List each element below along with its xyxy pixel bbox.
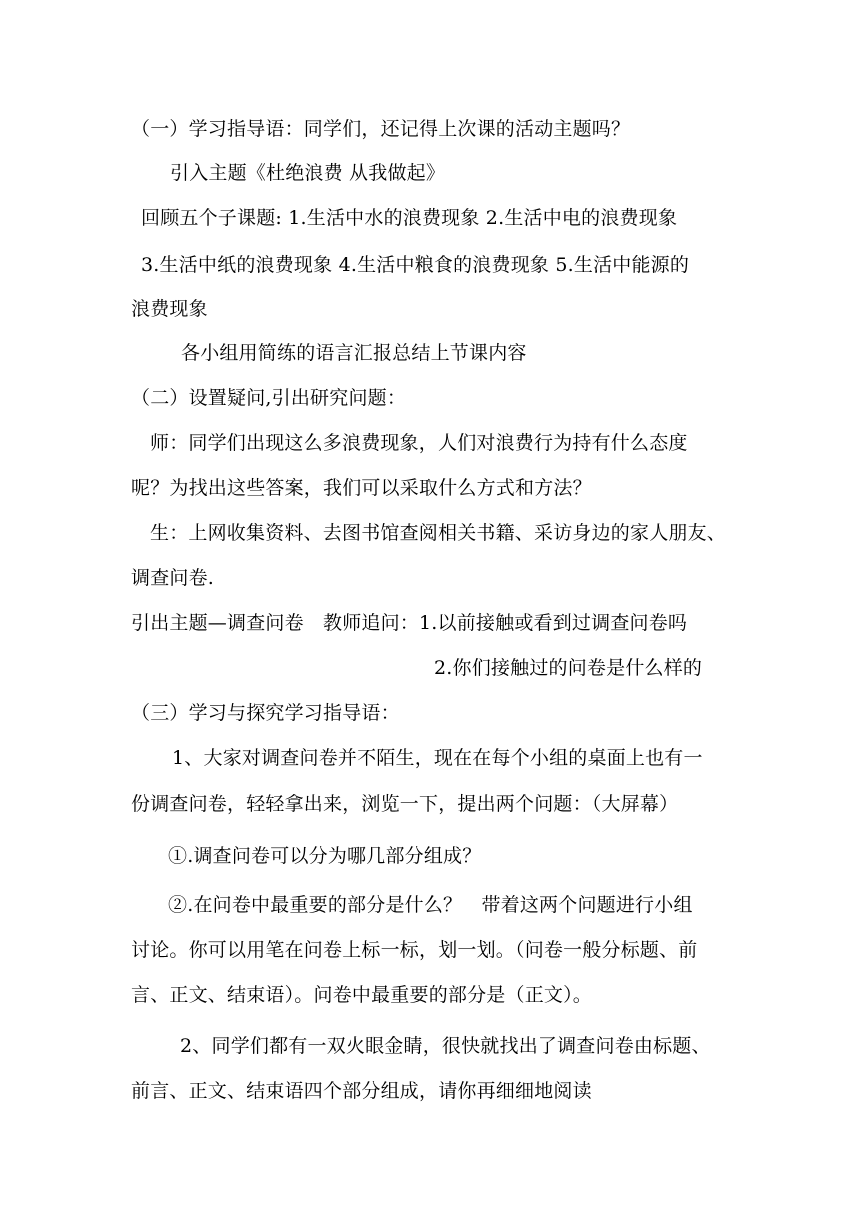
teacher-question-line-2: 呢？为找出这些答案，我们可以采取什么方式和方法？ [131, 477, 592, 499]
question-one-line: ①.调查问卷可以分为哪几部分组成？ [168, 845, 482, 867]
review-subtopics-line-3: 浪费现象 [131, 298, 208, 320]
student-answer-line-1: 生：上网收集资料、去图书馆查阅相关书籍、采访身边的家人朋友、 [150, 522, 727, 544]
question-two-line-3: 言、正文、结束语）。问卷中最重要的部分是（正文）。 [131, 984, 593, 1006]
review-subtopics-line-1: 回顾五个子课题: 1.生活中水的浪费现象 2.生活中电的浪费现象 [141, 207, 678, 229]
survey-topic-line-1: 引出主题—调查问卷 教师追问：1.以前接触或看到过调查问卷吗 [131, 612, 688, 634]
activity-two-line-2: 前言、正文、结束语四个部分组成，请你再细细地阅读 [131, 1080, 592, 1102]
student-answer-line-2: 调查问卷. [131, 567, 215, 589]
question-two-line-1: ②.在问卷中最重要的部分是什么？ 带着这两个问题进行小组 [168, 894, 693, 916]
section-three-heading: （三）学习与探究学习指导语： [131, 702, 400, 724]
activity-one-line-2: 份调查问卷，轻轻拿出来，浏览一下，提出两个问题：（大屏幕） [131, 793, 679, 815]
activity-one-line-1: 1、大家对调查问卷并不陌生，现在在每个小组的桌面上也有一 [172, 747, 703, 769]
question-two-line-2: 讨论。你可以用笔在问卷上标一标，划一划。（问卷一般分标题、前 [131, 939, 698, 961]
topic-intro-line: 引入主题《杜绝浪费 从我做起》 [170, 162, 446, 184]
activity-two-line-1: 2、同学们都有一双火眼金睛，很快就找出了调查问卷由标题、 [180, 1035, 711, 1057]
teacher-question-line-1: 师：同学们出现这么多浪费现象，人们对浪费行为持有什么态度 [150, 432, 688, 454]
survey-topic-line-2: 2.你们接触过的问卷是什么样的 [434, 657, 703, 679]
section-two-heading: （二）设置疑问,引出研究问题： [131, 387, 407, 409]
review-subtopics-line-2: 3.生活中纸的浪费现象 4.生活中粮食的浪费现象 5.生活中能源的 [141, 254, 690, 276]
section-one-heading: （一）学习指导语：同学们，还记得上次课的活动主题吗？ [131, 118, 631, 140]
group-report-line: 各小组用简练的语言汇报总结上节课内容 [181, 342, 527, 364]
